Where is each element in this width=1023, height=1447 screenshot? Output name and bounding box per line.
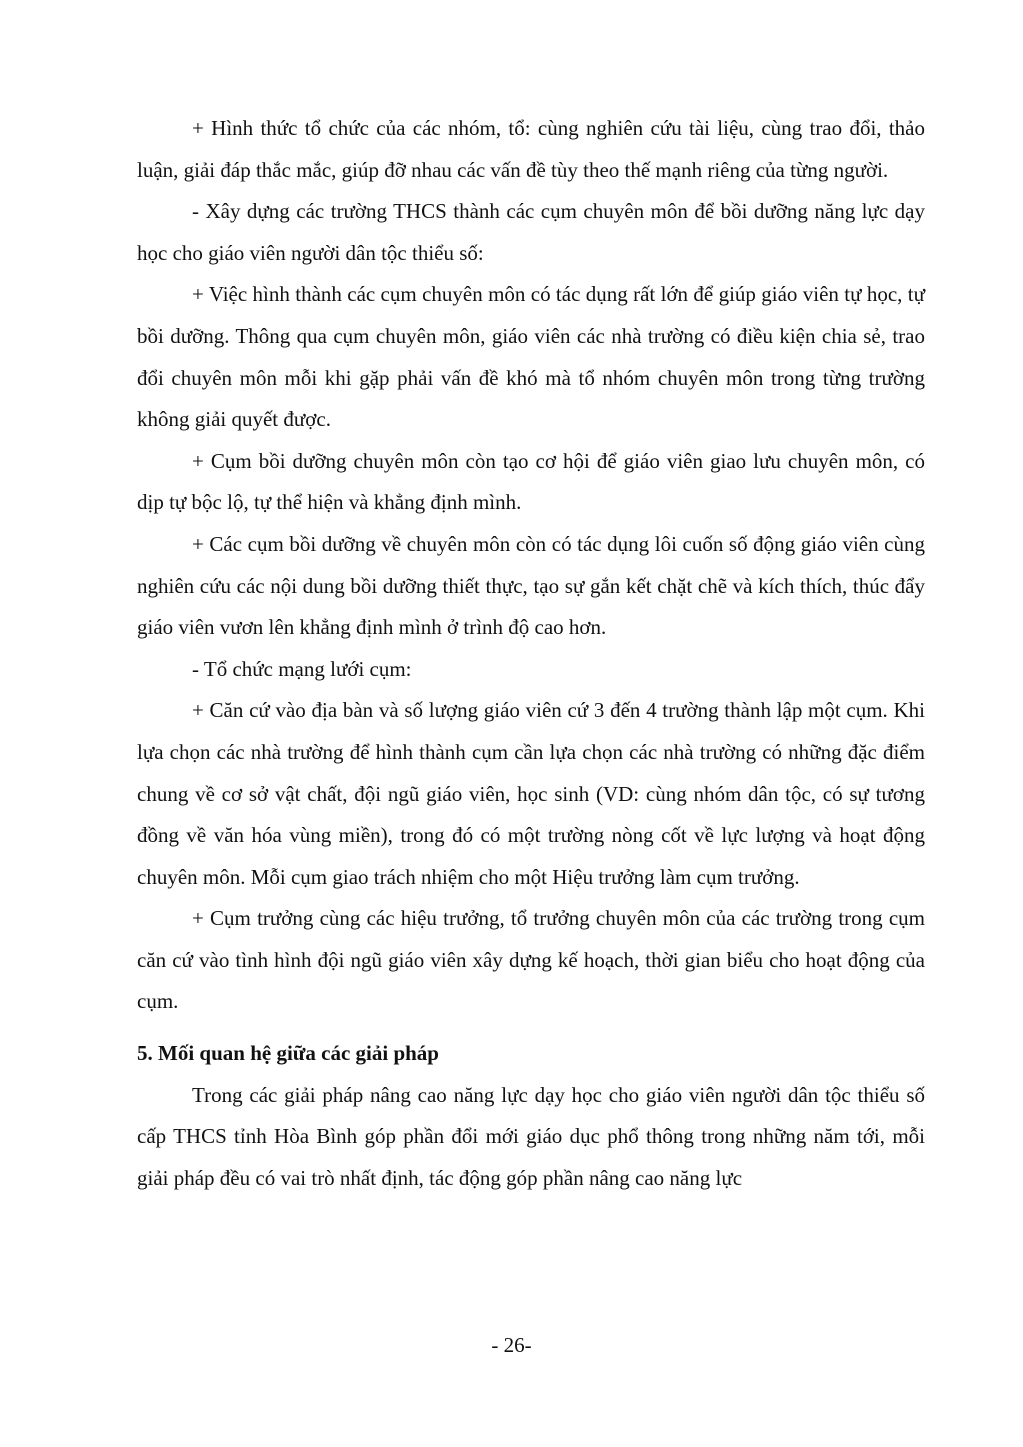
paragraph-group-forms: + Hình thức tổ chức của các nhóm, tổ: cùng nghiên cứu tài liệu, cùng trao đổi, thảo luận, giải đáp thắc mắc, giúp đỡ nhau các vấn đề tùy theo thế mạnh riêng của từng người. (137, 116, 925, 182)
paragraph-cluster-benefits: + Việc hình thành các cụm chuyên môn có tác dụng rất lớn để giúp giáo viên tự học, tự bồi dưỡng. Thông qua cụm chuyên môn, giáo viên các nhà trường có điều kiện chia sẻ, trao đổi chuyên môn mỗi khi gặp phải vấn đề khó mà tổ nhóm chuyên môn trong từng trường không giải quyết được. (137, 282, 925, 432)
section-paragraph: Trong các giải pháp nâng cao năng lực dạy học cho giáo viên người dân tộc thiểu số cấp THCS tỉnh Hòa Bình góp phần đổi mới giáo dục phổ thông trong những năm tới, mỗi giải pháp đều có vai trò nhất định, tác động góp phần nâng cao năng lực (137, 1082, 925, 1190)
paragraph-network-criteria: + Căn cứ vào địa bàn và số lượng giáo viên cứ 3 đến 4 trường thành lập một cụm. Khi lựa chọn các nhà trường để hình thành cụm cần lựa chọn các nhà trường có những đặc điểm chung về cơ sở vật chất, đội ngũ giáo viên, học sinh (VD: cùng nhóm dân tộc, có sự tương đồng về văn hóa vùng miền), trong đó có một trường nòng cốt về lực lượng và hoạt động chuyên môn. Mỗi cụm giao trách nhiệm cho một Hiệu trưởng làm cụm trưởng. (137, 698, 925, 889)
paragraph-cluster-exchange: + Cụm bồi dưỡng chuyên môn còn tạo cơ hội để giáo viên giao lưu chuyên môn, có dịp tự bộc lộ, tự thể hiện và khẳng định mình. (137, 448, 925, 515)
paragraph-build-clusters: - Xây dựng các trường THCS thành các cụm chuyên môn để bồi dưỡng năng lực dạy học cho giáo viên người dân tộc thiểu số: (137, 199, 925, 265)
paragraph-cluster-leader: + Cụm trưởng cùng các hiệu trưởng, tổ trưởng chuyên môn của các trường trong cụm căn cứ vào tình hình đội ngũ giáo viên xây dựng kế hoạch, thời gian biểu cho hoạt động của cụm. (137, 906, 925, 1014)
paragraph-network-title: - Tổ chức mạng lưới cụm: (192, 656, 412, 681)
paragraph-cluster-engagement: + Các cụm bồi dưỡng về chuyên môn còn có tác dụng lôi cuốn số động giáo viên cùng nghiên cứu các nội dung bồi dưỡng thiết thực, tạo sự gắn kết chặt chẽ và kích thích, thúc đẩy giáo viên vươn lên khẳng định mình ở trình độ cao hơn. (137, 531, 925, 640)
document-body (137, 108, 925, 1199)
page-number: - 26- (491, 1333, 532, 1357)
section-heading: 5. Mối quan hệ giữa các giải pháp (137, 1041, 439, 1066)
